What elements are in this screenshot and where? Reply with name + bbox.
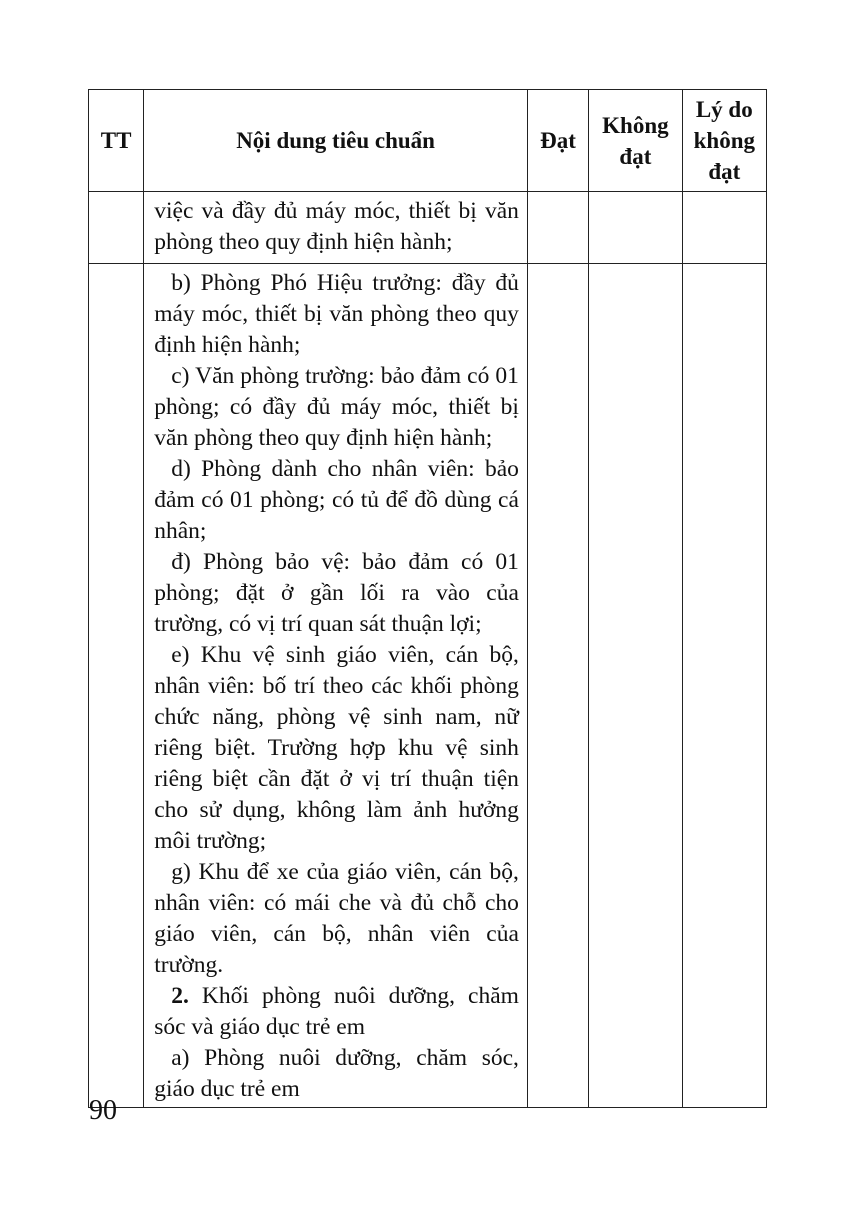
section-title: Khối phòng nuôi dưỡng, chăm sóc và giáo dục trẻ em	[154, 983, 519, 1040]
table-row	[89, 264, 767, 1108]
standards-table	[88, 89, 767, 1108]
paragraph-d: d) Phòng dành cho nhân viên: bảo đảm có 01 phòng; có tủ để đồ dùng cá nhân;	[154, 456, 519, 544]
page-number: 90	[89, 1095, 117, 1126]
paragraph-dd: đ) Phòng bảo vệ: bảo đảm có 01 phòng; đặt ở gần lối ra vào của trường, có vị trí quan sát thuận lợi;	[154, 549, 519, 637]
row1-text: việc và đầy đủ máy móc, thiết bị văn phòng theo quy định hiện hành;	[154, 198, 519, 255]
section-number: 2.	[171, 983, 189, 1009]
cell-dat	[527, 264, 588, 1108]
header-content: Nội dung tiêu chuẩn	[144, 90, 528, 192]
cell-content	[144, 264, 528, 1108]
paragraph-c: c) Văn phòng trường: bảo đảm có 01 phòng; có đầy đủ máy móc, thiết bị văn phòng theo quy định hiện hành;	[154, 363, 519, 451]
header-khong-dat: Không đạt	[589, 90, 682, 192]
cell-ly-do	[682, 264, 766, 1108]
cell-content	[144, 192, 528, 264]
paragraph-g: g) Khu để xe của giáo viên, cán bộ, nhân viên: có mái che và đủ chỗ cho giáo viên, cán bộ, nhân viên của trường.	[154, 859, 519, 978]
header-row	[89, 90, 767, 192]
paragraph-e: e) Khu vệ sinh giáo viên, cán bộ, nhân viên: bố trí theo các khối phòng chức năng, phòng vệ sinh nam, nữ riêng biệt. Trường hợp khu vệ sinh riêng biệt cần đặt ở vị trí thuận tiện cho sử dụng, không làm ảnh hưởng môi trường;	[154, 642, 519, 854]
header-ly-do: Lý do không đạt	[682, 90, 766, 192]
cell-tt	[89, 264, 144, 1108]
cell-khong-dat	[589, 192, 682, 264]
paragraph-a: a) Phòng nuôi dưỡng, chăm sóc, giáo dục trẻ em	[154, 1045, 519, 1102]
cell-ly-do	[682, 192, 766, 264]
header-dat: Đạt	[527, 90, 588, 192]
cell-tt	[89, 192, 144, 264]
section-2-heading	[154, 981, 519, 1043]
cell-khong-dat	[589, 264, 682, 1108]
paragraph-b: b) Phòng Phó Hiệu trưởng: đầy đủ máy móc, thiết bị văn phòng theo quy định hiện hành;	[154, 270, 519, 358]
header-tt: TT	[89, 90, 144, 192]
cell-dat	[527, 192, 588, 264]
table-row	[89, 192, 767, 264]
